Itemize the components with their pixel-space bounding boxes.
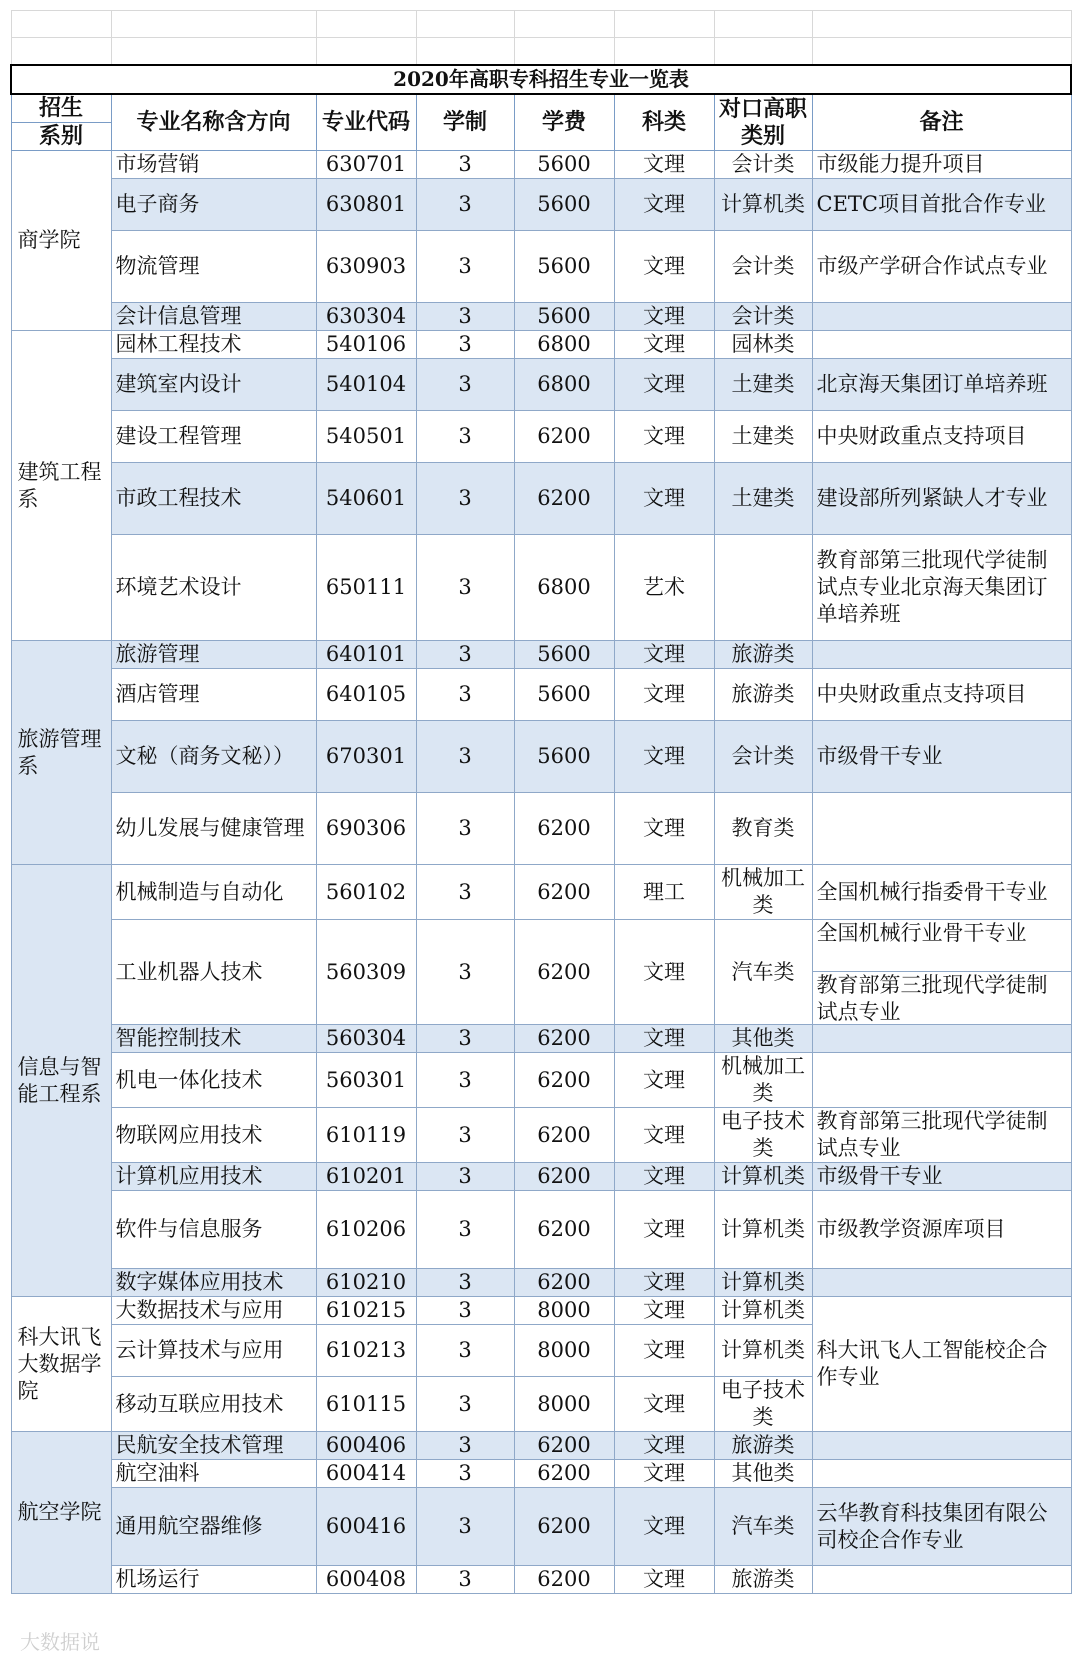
exam-type-cell[interactable]: 教育类	[714, 793, 812, 865]
note-cell[interactable]: 教育部第三批现代学徒制试点专业北京海天集团订单培养班	[812, 535, 1071, 641]
years-cell[interactable]: 3	[416, 1191, 514, 1269]
note-cell[interactable]	[812, 1269, 1071, 1297]
fee-cell[interactable]: 6200	[514, 1053, 614, 1108]
major-code-cell[interactable]: 610215	[316, 1297, 416, 1325]
major-name-cell[interactable]: 数字媒体应用技术	[111, 1269, 316, 1297]
major-name-cell[interactable]: 民航安全技术管理	[111, 1432, 316, 1460]
major-name-cell[interactable]: 幼儿发展与健康管理	[111, 793, 316, 865]
category-cell[interactable]: 文理	[614, 721, 714, 793]
table-row	[11, 1488, 1071, 1566]
fee-cell[interactable]: 6800	[514, 331, 614, 359]
header-dept-bottom[interactable]: 系别	[11, 123, 111, 151]
category-cell[interactable]: 文理	[614, 1269, 714, 1297]
major-name-cell[interactable]: 园林工程技术	[111, 331, 316, 359]
table-row	[11, 641, 1071, 669]
major-name-cell[interactable]: 机械制造与自动化	[111, 865, 316, 920]
major-name-cell[interactable]: 通用航空器维修	[111, 1488, 316, 1566]
category-cell[interactable]: 文理	[614, 1432, 714, 1460]
years-cell[interactable]: 3	[416, 865, 514, 920]
years-cell[interactable]: 3	[416, 231, 514, 303]
major-code-cell[interactable]: 610213	[316, 1325, 416, 1377]
fee-cell[interactable]: 8000	[514, 1377, 614, 1432]
exam-type-cell[interactable]: 会计类	[714, 721, 812, 793]
exam-type-cell[interactable]: 旅游类	[714, 1432, 812, 1460]
exam-type-cell[interactable]: 其他类	[714, 1025, 812, 1053]
fee-cell[interactable]: 6200	[514, 1432, 614, 1460]
major-name-cell[interactable]: 物流管理	[111, 231, 316, 303]
major-name-cell[interactable]: 市政工程技术	[111, 463, 316, 535]
category-cell[interactable]: 文理	[614, 463, 714, 535]
major-name-cell[interactable]: 会计信息管理	[111, 303, 316, 331]
table-body	[11, 151, 1071, 1594]
exam-type-cell[interactable]: 电子技术类	[714, 1377, 812, 1432]
table-row	[11, 411, 1071, 463]
major-code-cell[interactable]: 630701	[316, 151, 416, 179]
fee-cell[interactable]: 6200	[514, 1163, 614, 1191]
major-name-cell[interactable]: 酒店管理	[111, 669, 316, 721]
note-line: 全国机械行业骨干专业	[813, 920, 1071, 972]
major-code-cell[interactable]: 640101	[316, 641, 416, 669]
major-code-cell[interactable]: 610115	[316, 1377, 416, 1432]
major-name-cell[interactable]: 工业机器人技术	[111, 920, 316, 1025]
years-cell[interactable]: 3	[416, 793, 514, 865]
watermark: 大数据说	[20, 1630, 100, 1654]
category-cell[interactable]: 文理	[614, 1488, 714, 1566]
note-cell[interactable]: 建设部所列紧缺人才专业	[812, 463, 1071, 535]
major-code-cell[interactable]: 540104	[316, 359, 416, 411]
major-name-cell[interactable]: 航空油料	[111, 1460, 316, 1488]
category-cell[interactable]: 文理	[614, 793, 714, 865]
fee-cell[interactable]: 6200	[514, 1108, 614, 1163]
fee-cell[interactable]: 6200	[514, 793, 614, 865]
header-row	[11, 94, 1071, 123]
category-cell[interactable]: 文理	[614, 641, 714, 669]
note-cell[interactable]: 市级骨干专业	[812, 1163, 1071, 1191]
table-row	[11, 1053, 1071, 1108]
exam-type-cell[interactable]: 汽车类	[714, 1488, 812, 1566]
note-cell[interactable]: 市级能力提升项目	[812, 151, 1071, 179]
major-code-cell[interactable]: 630903	[316, 231, 416, 303]
note-cell[interactable]	[812, 920, 1071, 1025]
note-cell[interactable]	[812, 1025, 1071, 1053]
table-row	[11, 1191, 1071, 1269]
exam-type-cell[interactable]: 计算机类	[714, 1297, 812, 1325]
note-cell[interactable]: 全国机械行指委骨干专业	[812, 865, 1071, 920]
category-cell[interactable]: 文理	[614, 1377, 714, 1432]
note-cell[interactable]: 云华教育科技集团有限公司校企合作专业	[812, 1488, 1071, 1566]
table-row	[11, 1163, 1071, 1191]
table-row	[11, 793, 1071, 865]
major-code-cell[interactable]: 600414	[316, 1460, 416, 1488]
table-row	[11, 463, 1071, 535]
department-cell[interactable]: 信息与智能工程系	[11, 865, 111, 1297]
category-cell[interactable]: 文理	[614, 1163, 714, 1191]
category-cell[interactable]: 文理	[614, 331, 714, 359]
years-cell[interactable]: 3	[416, 1163, 514, 1191]
category-cell[interactable]: 文理	[614, 1053, 714, 1108]
note-cell[interactable]: 市级教学资源库项目	[812, 1191, 1071, 1269]
fee-cell[interactable]: 6200	[514, 1460, 614, 1488]
exam-type-cell[interactable]: 会计类	[714, 303, 812, 331]
major-code-cell[interactable]: 630801	[316, 179, 416, 231]
note-cell[interactable]	[812, 1460, 1071, 1488]
exam-type-cell[interactable]: 电子技术类	[714, 1108, 812, 1163]
major-name-cell[interactable]: 机场运行	[111, 1566, 316, 1594]
header-exam-type[interactable]: 对口高职类别	[714, 94, 812, 151]
note-cell[interactable]: 市级骨干专业	[812, 721, 1071, 793]
header-dept-top[interactable]: 招生	[11, 94, 111, 123]
table-row	[11, 231, 1071, 303]
table-row	[11, 359, 1071, 411]
major-name-cell[interactable]: 机电一体化技术	[111, 1053, 316, 1108]
years-cell[interactable]: 3	[416, 151, 514, 179]
department-cell[interactable]: 商学院	[11, 151, 111, 331]
note-cell[interactable]	[812, 1432, 1071, 1460]
table-row	[11, 1269, 1071, 1297]
major-code-cell[interactable]: 610206	[316, 1191, 416, 1269]
exam-type-cell[interactable]: 机械加工类	[714, 865, 812, 920]
major-code-cell[interactable]: 670301	[316, 721, 416, 793]
years-cell[interactable]: 3	[416, 535, 514, 641]
years-cell[interactable]: 3	[416, 303, 514, 331]
table-row	[11, 920, 1071, 1025]
category-cell[interactable]: 文理	[614, 920, 714, 1025]
major-code-cell[interactable]: 540501	[316, 411, 416, 463]
category-cell[interactable]: 文理	[614, 1325, 714, 1377]
exam-type-cell[interactable]: 计算机类	[714, 1191, 812, 1269]
major-code-cell[interactable]: 690306	[316, 793, 416, 865]
exam-type-cell[interactable]	[714, 535, 812, 641]
major-name-cell[interactable]: 智能控制技术	[111, 1025, 316, 1053]
major-code-cell[interactable]: 560304	[316, 1025, 416, 1053]
years-cell[interactable]: 3	[416, 1269, 514, 1297]
fee-cell[interactable]: 6800	[514, 535, 614, 641]
exam-type-cell[interactable]: 计算机类	[714, 1325, 812, 1377]
category-cell[interactable]: 文理	[614, 1191, 714, 1269]
note-cell[interactable]: CETC项目首批合作专业	[812, 179, 1071, 231]
exam-type-cell[interactable]: 汽车类	[714, 920, 812, 1025]
note-cell[interactable]	[812, 303, 1071, 331]
years-cell[interactable]: 3	[416, 641, 514, 669]
table-row	[11, 179, 1071, 231]
spreadsheet	[10, 10, 1070, 1594]
fee-cell[interactable]: 6200	[514, 1488, 614, 1566]
header-years[interactable]: 学制	[416, 94, 514, 151]
table-row	[11, 331, 1071, 359]
header-note[interactable]: 备注	[812, 94, 1071, 151]
exam-type-cell[interactable]: 计算机类	[714, 1269, 812, 1297]
years-cell[interactable]: 3	[416, 1432, 514, 1460]
table-row	[11, 1297, 1071, 1325]
major-code-cell[interactable]: 630304	[316, 303, 416, 331]
years-cell[interactable]: 3	[416, 1460, 514, 1488]
fee-cell[interactable]: 6200	[514, 1269, 614, 1297]
fee-cell[interactable]: 6200	[514, 463, 614, 535]
category-cell[interactable]: 文理	[614, 151, 714, 179]
note-cell[interactable]: 市级产学研合作试点专业	[812, 231, 1071, 303]
category-cell[interactable]: 文理	[614, 231, 714, 303]
exam-type-cell[interactable]: 会计类	[714, 151, 812, 179]
fee-cell[interactable]: 5600	[514, 151, 614, 179]
enrollment-table	[10, 10, 1072, 1594]
major-code-cell[interactable]: 560309	[316, 920, 416, 1025]
blank-row	[11, 11, 1071, 38]
note-line: 教育部第三批现代学徒制试点专业	[816, 973, 1048, 1024]
category-cell[interactable]: 文理	[614, 1566, 714, 1594]
category-cell[interactable]: 文理	[614, 1025, 714, 1053]
exam-type-cell[interactable]: 园林类	[714, 331, 812, 359]
table-row	[11, 1108, 1071, 1163]
major-code-cell[interactable]: 540106	[316, 331, 416, 359]
table-row	[11, 1566, 1071, 1594]
fee-cell[interactable]: 6800	[514, 359, 614, 411]
fee-cell[interactable]: 8000	[514, 1297, 614, 1325]
fee-cell[interactable]: 5600	[514, 303, 614, 331]
category-cell[interactable]: 文理	[614, 359, 714, 411]
blank-row	[11, 38, 1071, 66]
fee-cell[interactable]: 6200	[514, 1566, 614, 1594]
department-cell[interactable]: 科大讯飞大数据学院	[11, 1297, 111, 1432]
category-cell[interactable]: 艺术	[614, 535, 714, 641]
major-name-cell[interactable]: 建筑室内设计	[111, 359, 316, 411]
exam-type-cell[interactable]: 旅游类	[714, 669, 812, 721]
years-cell[interactable]: 3	[416, 920, 514, 1025]
years-cell[interactable]: 3	[416, 359, 514, 411]
note-cell[interactable]	[812, 331, 1071, 359]
major-name-cell[interactable]: 软件与信息服务	[111, 1191, 316, 1269]
fee-cell[interactable]: 6200	[514, 1025, 614, 1053]
major-code-cell[interactable]: 600408	[316, 1566, 416, 1594]
category-cell[interactable]: 文理	[614, 1460, 714, 1488]
fee-cell[interactable]: 5600	[514, 721, 614, 793]
major-code-cell[interactable]: 600406	[316, 1432, 416, 1460]
major-name-cell[interactable]: 移动互联应用技术	[111, 1377, 316, 1432]
table-row	[11, 721, 1071, 793]
major-code-cell[interactable]: 650111	[316, 535, 416, 641]
years-cell[interactable]: 3	[416, 721, 514, 793]
header-code[interactable]: 专业代码	[316, 94, 416, 151]
header-name[interactable]: 专业名称含方向	[111, 94, 316, 151]
major-name-cell[interactable]: 文秘（商务文秘））	[111, 721, 316, 793]
years-cell[interactable]: 3	[416, 331, 514, 359]
major-name-cell[interactable]: 物联网应用技术	[111, 1108, 316, 1163]
exam-type-cell[interactable]: 会计类	[714, 231, 812, 303]
note-cell[interactable]	[812, 1566, 1071, 1594]
major-name-cell[interactable]: 建设工程管理	[111, 411, 316, 463]
major-code-cell[interactable]: 560301	[316, 1053, 416, 1108]
header-category[interactable]: 科类	[614, 94, 714, 151]
category-cell[interactable]: 文理	[614, 411, 714, 463]
note-cell[interactable]	[812, 1053, 1071, 1108]
category-cell[interactable]: 文理	[614, 669, 714, 721]
category-cell[interactable]: 文理	[614, 303, 714, 331]
fee-cell[interactable]: 5600	[514, 669, 614, 721]
years-cell[interactable]: 3	[416, 1325, 514, 1377]
table-row	[11, 303, 1071, 331]
major-name-cell[interactable]: 云计算技术与应用	[111, 1325, 316, 1377]
years-cell[interactable]: 3	[416, 1488, 514, 1566]
years-cell[interactable]: 3	[416, 1377, 514, 1432]
note-cell[interactable]: 中央财政重点支持项目	[812, 411, 1071, 463]
table-row	[11, 151, 1071, 179]
years-cell[interactable]: 3	[416, 669, 514, 721]
major-name-cell[interactable]: 旅游管理	[111, 641, 316, 669]
exam-type-cell[interactable]: 土建类	[714, 359, 812, 411]
years-cell[interactable]: 3	[416, 463, 514, 535]
major-code-cell[interactable]: 610210	[316, 1269, 416, 1297]
note-cell[interactable]	[812, 1297, 1071, 1432]
years-cell[interactable]: 3	[416, 1025, 514, 1053]
fee-cell[interactable]: 5600	[514, 231, 614, 303]
note-cell[interactable]: 中央财政重点支持项目	[812, 669, 1071, 721]
table-row	[11, 1460, 1071, 1488]
table-row	[11, 535, 1071, 641]
header-fee[interactable]: 学费	[514, 94, 614, 151]
exam-type-cell[interactable]: 计算机类	[714, 179, 812, 231]
table-row	[11, 865, 1071, 920]
years-cell[interactable]: 3	[416, 1566, 514, 1594]
major-code-cell[interactable]: 610119	[316, 1108, 416, 1163]
table-title[interactable]: 2020年高职专科招生专业一览表	[11, 65, 1071, 94]
exam-type-cell[interactable]: 土建类	[714, 463, 812, 535]
major-name-cell[interactable]: 市场营销	[111, 151, 316, 179]
exam-type-cell[interactable]: 旅游类	[714, 1566, 812, 1594]
fee-cell[interactable]: 5600	[514, 179, 614, 231]
note-cell[interactable]: 北京海天集团订单培养班	[812, 359, 1071, 411]
exam-type-cell[interactable]: 机械加工类	[714, 1053, 812, 1108]
note-cell[interactable]	[812, 793, 1071, 865]
major-name-cell[interactable]: 大数据技术与应用	[111, 1297, 316, 1325]
years-cell[interactable]: 3	[416, 179, 514, 231]
major-name-cell[interactable]: 环境艺术设计	[111, 535, 316, 641]
fee-cell[interactable]: 8000	[514, 1325, 614, 1377]
exam-type-cell[interactable]: 旅游类	[714, 641, 812, 669]
major-code-cell[interactable]: 640105	[316, 669, 416, 721]
fee-cell[interactable]: 6200	[514, 920, 614, 1025]
category-cell[interactable]: 文理	[614, 1108, 714, 1163]
major-code-cell[interactable]: 560102	[316, 865, 416, 920]
major-code-cell[interactable]: 540601	[316, 463, 416, 535]
fee-cell[interactable]: 6200	[514, 1191, 614, 1269]
fee-cell[interactable]: 6200	[514, 411, 614, 463]
exam-type-cell[interactable]: 其他类	[714, 1460, 812, 1488]
years-cell[interactable]: 3	[416, 411, 514, 463]
category-cell[interactable]: 文理	[614, 179, 714, 231]
major-code-cell[interactable]: 600416	[316, 1488, 416, 1566]
category-cell[interactable]: 文理	[614, 1297, 714, 1325]
major-code-cell[interactable]: 610201	[316, 1163, 416, 1191]
department-cell[interactable]: 旅游管理系	[11, 641, 111, 865]
note-cell[interactable]	[812, 641, 1071, 669]
major-name-cell[interactable]: 电子商务	[111, 179, 316, 231]
years-cell[interactable]: 3	[416, 1108, 514, 1163]
department-cell[interactable]: 航空学院	[11, 1432, 111, 1594]
years-cell[interactable]: 3	[416, 1053, 514, 1108]
department-cell[interactable]: 建筑工程系	[11, 331, 111, 641]
table-row	[11, 1432, 1071, 1460]
note-cell[interactable]: 教育部第三批现代学徒制试点专业	[812, 1108, 1071, 1163]
fee-cell[interactable]: 6200	[514, 865, 614, 920]
note-text: 科大讯飞人工智能校企合作专业	[816, 1338, 1048, 1389]
fee-cell[interactable]: 5600	[514, 641, 614, 669]
exam-type-cell[interactable]: 计算机类	[714, 1163, 812, 1191]
category-cell[interactable]: 理工	[614, 865, 714, 920]
title-row	[11, 65, 1071, 94]
major-name-cell[interactable]: 计算机应用技术	[111, 1163, 316, 1191]
table-row	[11, 1025, 1071, 1053]
years-cell[interactable]: 3	[416, 1297, 514, 1325]
table-row	[11, 669, 1071, 721]
exam-type-cell[interactable]: 土建类	[714, 411, 812, 463]
